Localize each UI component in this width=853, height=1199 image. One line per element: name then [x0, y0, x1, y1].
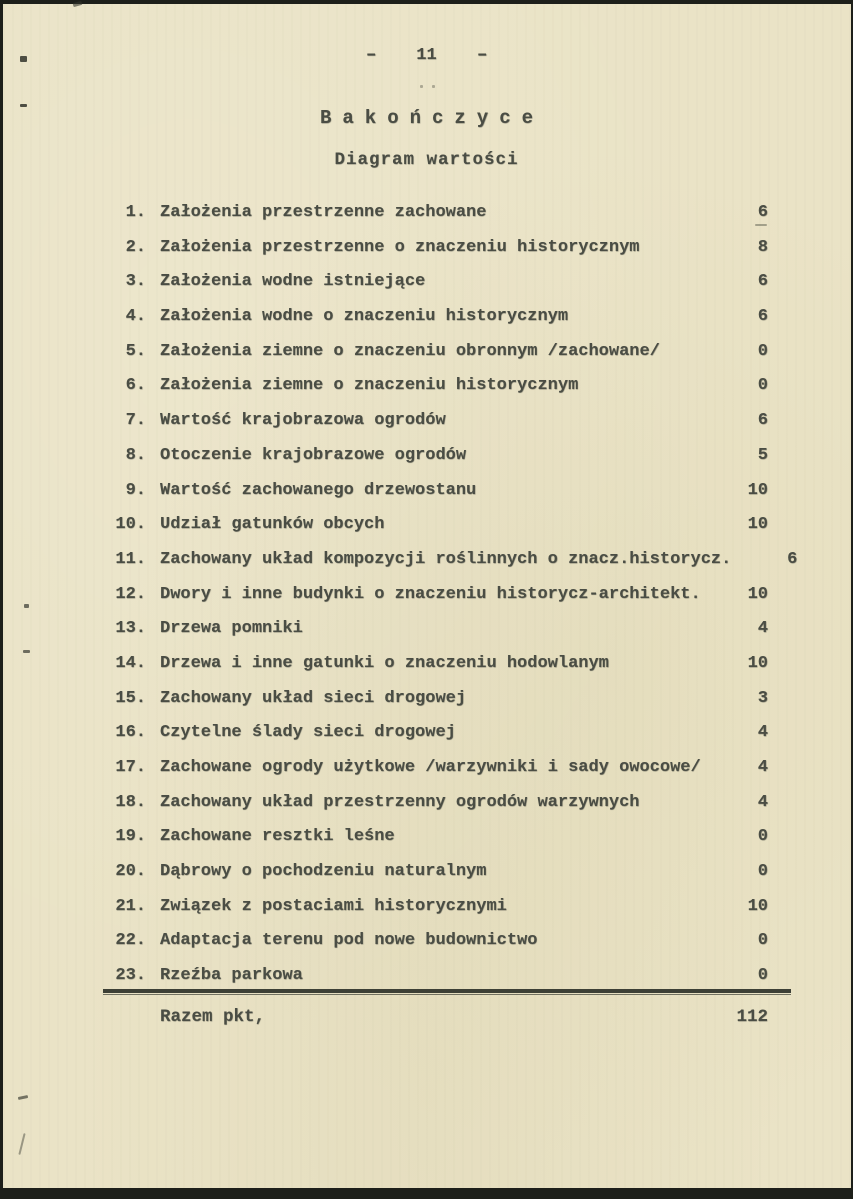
item-label: Adaptacja terenu pod nowe budownictwo — [160, 931, 538, 951]
scan-artifact — [20, 56, 27, 62]
list-item — [96, 585, 768, 620]
scan-artifact — [420, 85, 423, 88]
list-item — [96, 827, 768, 862]
page-number-left-dash: - — [363, 46, 380, 65]
item-value: 4 — [757, 792, 768, 812]
item-value: 6 — [787, 549, 798, 569]
item-value: 4 — [757, 723, 768, 743]
item-label: Zachowany układ kompozycji roślinnych o znacz.historycz. — [160, 549, 732, 569]
item-number: 18. — [115, 792, 146, 812]
item-value: 10 — [747, 896, 768, 916]
item-number: 22. — [115, 931, 146, 951]
scan-artifact — [432, 85, 435, 88]
total-row — [96, 1006, 768, 1028]
item-label: Zachowany układ przestrzenny ogrodów warzywnych — [160, 792, 640, 812]
item-value: 3 — [757, 688, 768, 708]
item-number: 8. — [125, 445, 146, 465]
item-number: 19. — [115, 827, 146, 847]
item-label: Założenia przestrzenne o znaczeniu historycznym — [160, 237, 640, 257]
item-label: Dwory i inne budynki o znaczeniu historycz-architekt. — [160, 584, 701, 604]
page-subtitle: Diagram wartości — [334, 150, 519, 170]
item-value: 6 — [757, 307, 768, 327]
item-label: Założenia przestrzenne zachowane — [160, 203, 487, 222]
list-item — [96, 238, 768, 273]
item-label: Drzewa i inne gatunki o znaczeniu hodowlanym — [160, 653, 609, 673]
list-item — [96, 376, 768, 411]
item-label: Założenia wodne o znaczeniu historycznym — [160, 307, 569, 327]
list-item — [96, 549, 798, 585]
list-item — [96, 272, 768, 307]
item-number: 21. — [115, 896, 146, 916]
item-label: Otoczenie krajobrazowe ogrodów — [160, 445, 467, 465]
item-value: 10 — [747, 480, 768, 500]
item-number: 17. — [115, 758, 146, 777]
item-value: 10 — [747, 515, 768, 535]
item-number: 5. — [125, 341, 146, 361]
item-value: 4 — [757, 619, 768, 639]
list-item — [96, 654, 768, 689]
page-number-row — [0, 46, 853, 66]
page-number: 11 — [416, 46, 437, 65]
item-value: 10 — [747, 584, 768, 604]
item-label: Wartość zachowanego drzewostanu — [160, 480, 477, 500]
list-item — [96, 862, 768, 897]
item-value: 0 — [757, 376, 768, 396]
item-label: Związek z postaciami historycznymi — [160, 896, 507, 916]
item-label: Udział gatunków obcych — [160, 515, 385, 535]
total-label: Razem pkt, — [160, 1007, 266, 1027]
list-item — [96, 931, 768, 966]
item-label: Zachowany układ sieci drogowej — [160, 688, 467, 708]
total-divider-line — [103, 989, 791, 996]
item-number: 14. — [115, 653, 146, 673]
item-value: 8 — [757, 237, 768, 257]
item-value: 6 — [757, 272, 768, 292]
item-number: 7. — [125, 411, 146, 431]
scan-artifact — [18, 1133, 25, 1155]
item-number: 11. — [115, 549, 146, 569]
list-item — [96, 515, 768, 550]
item-value: 5 — [757, 445, 768, 465]
item-number: 6. — [125, 376, 146, 396]
scan-artifact — [23, 650, 30, 653]
item-label: Założenia wodne istniejące — [160, 272, 426, 292]
item-label: Czytelne ślady sieci drogowej — [160, 723, 456, 743]
list-item — [96, 307, 768, 342]
item-number: 2. — [125, 237, 146, 257]
item-number: 4. — [125, 307, 146, 327]
item-value: 4 — [757, 758, 768, 777]
list-item — [96, 342, 768, 377]
item-number: 12. — [115, 584, 146, 604]
scan-artifact — [20, 104, 27, 107]
scan-artifact — [18, 1095, 28, 1100]
item-value: 0 — [757, 966, 768, 986]
item-number: 20. — [115, 862, 146, 882]
list-item — [96, 897, 768, 932]
list-item — [96, 411, 768, 446]
item-value: 6 — [757, 203, 768, 222]
item-value: 0 — [757, 862, 768, 882]
item-label: Rzeźba parkowa — [160, 966, 303, 986]
item-value: 0 — [757, 827, 768, 847]
item-label: Założenia ziemne o znaczeniu obronnym /zachowane/ — [160, 341, 660, 361]
item-value: 0 — [757, 931, 768, 951]
total-value: 112 — [736, 1007, 768, 1027]
page-title: Bakończyce — [319, 107, 545, 129]
item-label: Założenia ziemne o znaczeniu historycznym — [160, 376, 579, 396]
scan-artifact — [24, 604, 29, 608]
scan-artifact — [755, 224, 767, 226]
item-number: 9. — [125, 480, 146, 500]
list-item — [96, 793, 768, 828]
item-number: 16. — [115, 723, 146, 743]
scan-artifact — [73, 1, 83, 7]
item-value: 6 — [757, 411, 768, 431]
value-list — [96, 203, 798, 1001]
item-number: 13. — [115, 619, 146, 639]
item-number: 15. — [115, 688, 146, 708]
item-number: 3. — [125, 272, 146, 292]
item-label: Zachowane ogrody użytkowe /warzywniki i sady owocowe/ — [160, 758, 701, 777]
list-item — [96, 446, 768, 481]
item-value: 0 — [757, 341, 768, 361]
list-item — [96, 723, 768, 758]
item-label: Dąbrowy o pochodzeniu naturalnym — [160, 862, 487, 882]
item-number: 10. — [115, 515, 146, 535]
page-number-right-dash: - — [473, 46, 490, 65]
list-item — [96, 689, 768, 724]
list-item — [96, 619, 768, 654]
list-item — [96, 203, 768, 238]
item-label: Zachowane resztki leśne — [160, 827, 395, 847]
list-item — [96, 758, 768, 793]
item-label: Wartość krajobrazowa ogrodów — [160, 411, 446, 431]
item-label: Drzewa pomniki — [160, 619, 303, 639]
item-number: 1. — [125, 203, 146, 222]
item-value: 10 — [747, 653, 768, 673]
list-item — [96, 481, 768, 516]
item-number: 23. — [115, 966, 146, 986]
